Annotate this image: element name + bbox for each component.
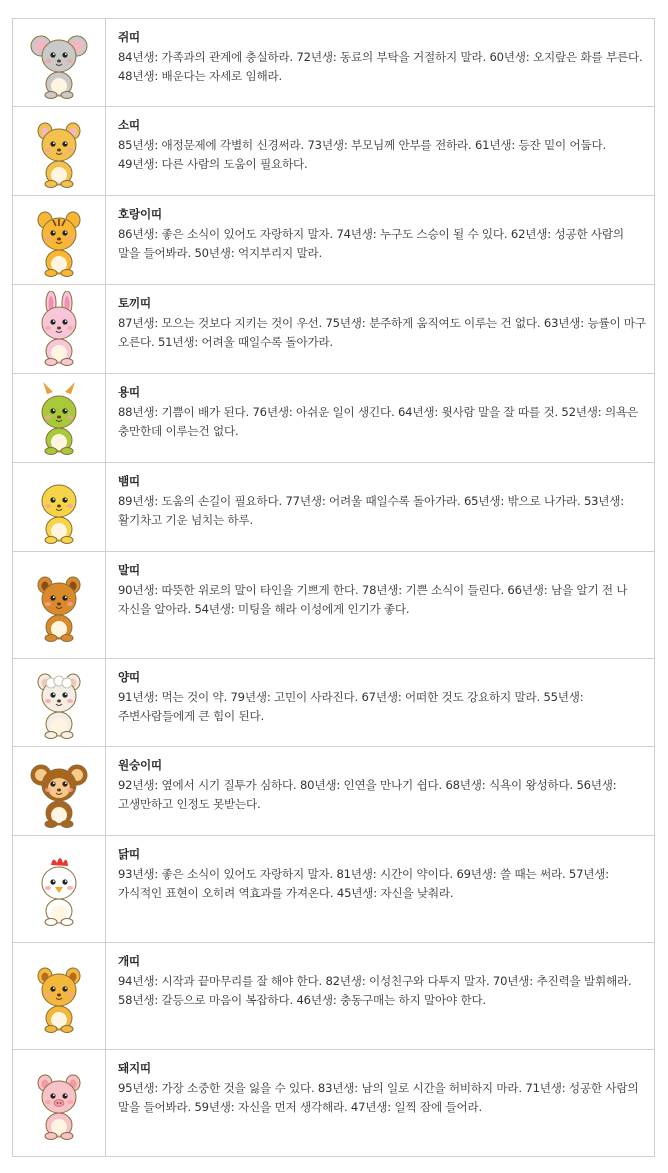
zodiac-icon-cell (13, 19, 106, 107)
zodiac-icon-cell (13, 659, 106, 747)
zodiac-fortune-table-wrapper (12, 18, 655, 1157)
zodiac-icon-cell (13, 196, 106, 285)
zodiac-row (13, 836, 655, 943)
rooster-icon (23, 851, 95, 927)
zodiac-text-cell (106, 552, 655, 659)
zodiac-text-cell (106, 374, 655, 463)
zodiac-fortune-text: 94년생: 시작과 끝마무리를 잘 해야 한다. 82년생: 이성친구와 다투지 말자. 70년생: 추진력을 발휘해라. 58년생: 갈등으로 마음이 복잡하다. 46년생: 충동구매는 하지 말아야 한다. (118, 973, 632, 1007)
zodiac-icon-cell (13, 943, 106, 1050)
dragon-icon (23, 380, 95, 456)
zodiac-name: 돼지띠 (118, 1061, 151, 1075)
zodiac-icon-cell (13, 463, 106, 552)
zodiac-row (13, 552, 655, 659)
zodiac-icon-cell (13, 552, 106, 659)
tiger-icon (23, 202, 95, 278)
zodiac-row (13, 747, 655, 836)
zodiac-text-cell (106, 747, 655, 836)
dog-icon (23, 958, 95, 1034)
horse-icon (23, 567, 95, 643)
zodiac-fortune-text: 89년생: 도움의 손길이 필요하다. 77년생: 어려울 때일수록 돌아가라. 65년생: 밖으로 나가라. 53년생: 활기차고 기운 넘치는 하루. (118, 493, 625, 527)
zodiac-fortune-text: 91년생: 먹는 것이 약. 79년생: 고민이 사라진다. 67년생: 어떠한 것도 강요하지 말라. 55년생: 주변사람들에게 큰 힘이 된다. (118, 689, 584, 723)
ox-icon (23, 113, 95, 189)
zodiac-icon-cell (13, 374, 106, 463)
zodiac-name: 쥐띠 (118, 30, 140, 44)
zodiac-text-cell (106, 659, 655, 747)
zodiac-row (13, 1050, 655, 1157)
zodiac-row (13, 285, 655, 374)
zodiac-fortune-text: 87년생: 모으는 것보다 지키는 것이 우선. 75년생: 분주하게 움직여도 이루는 건 없다. 63년생: 능률이 마구 오른다. 51년생: 어려울 때일수록 돌아가라. (118, 315, 646, 349)
zodiac-text-cell (106, 196, 655, 285)
zodiac-row (13, 19, 655, 107)
zodiac-fortune-text: 90년생: 따뜻한 위로의 말이 타인을 기쁘게 한다. 78년생: 기쁜 소식이 들린다. 66년생: 남을 알기 전 나 자신을 알아라. 54년생: 미팅을 해라 이성에게 인기가 좋다. (118, 582, 628, 616)
zodiac-text-cell (106, 836, 655, 943)
zodiac-name: 호랑이띠 (118, 207, 162, 221)
zodiac-icon-cell (13, 747, 106, 836)
zodiac-fortune-text: 95년생: 가장 소중한 것을 잃을 수 있다. 83년생: 남의 일로 시간을 허비하지 마라. 71년생: 성공한 사람의 말을 들어봐라. 59년생: 자신을 먼저 생각해라. 47년생: 일찍 잠에 들어라. (118, 1080, 639, 1114)
zodiac-row (13, 463, 655, 552)
zodiac-name: 용띠 (118, 385, 140, 399)
zodiac-text-cell (106, 107, 655, 196)
zodiac-text-cell (106, 285, 655, 374)
zodiac-fortune-text: 92년생: 옆에서 시기 질투가 심하다. 80년생: 인연을 만나기 쉽다. 68년생: 식욕이 왕성하다. 56년생: 고생만하고 인정도 못받는다. (118, 777, 617, 811)
pig-icon (23, 1065, 95, 1141)
zodiac-fortune-text: 93년생: 좋은 소식이 있어도 자랑하지 말자. 81년생: 시간이 약이다. 69년생: 쓸 때는 써라. 57년생: 가식적인 표현이 오히려 역효과를 가져온다. 45년생: 자신을 낮춰라. (118, 866, 609, 900)
zodiac-row (13, 943, 655, 1050)
zodiac-name: 뱀띠 (118, 474, 140, 488)
zodiac-icon-cell (13, 285, 106, 374)
zodiac-row (13, 107, 655, 196)
sheep-icon (23, 664, 95, 740)
zodiac-icon-cell (13, 107, 106, 196)
snake-icon (23, 469, 95, 545)
zodiac-fortune-text: 84년생: 가족과의 관계에 충실하라. 72년생: 동료의 부탁을 거절하지 말라. 60년생: 오지랖은 화를 부른다. 48년생: 배운다는 자세로 임해라. (118, 49, 643, 83)
zodiac-fortune-table (12, 18, 655, 1157)
zodiac-fortune-text: 86년생: 좋은 소식이 있어도 자랑하지 말자. 74년생: 누구도 스승이 될 수 있다. 62년생: 성공한 사람의 말을 들어봐라. 50년생: 억지부리지 말라. (118, 226, 624, 260)
rabbit-icon (23, 291, 95, 367)
zodiac-fortune-text: 85년생: 애정문제에 각별히 신경써라. 73년생: 부모님께 안부를 전하라. 61년생: 등잔 밑이 어둡다. 49년생: 다른 사람의 도움이 필요하다. (118, 137, 606, 171)
zodiac-row (13, 374, 655, 463)
zodiac-name: 개띠 (118, 954, 140, 968)
zodiac-icon-cell (13, 836, 106, 943)
zodiac-name: 원숭이띠 (118, 758, 162, 772)
zodiac-name: 양띠 (118, 670, 140, 684)
rat-icon (23, 24, 95, 100)
monkey-icon (23, 753, 95, 829)
zodiac-name: 토끼띠 (118, 296, 151, 310)
zodiac-fortune-text: 88년생: 기쁨이 배가 된다. 76년생: 아쉬운 일이 생긴다. 64년생: 윗사람 말을 잘 따를 것. 52년생: 의욕은 충만한데 이루는건 없다. (118, 404, 638, 438)
zodiac-row (13, 659, 655, 747)
zodiac-name: 말띠 (118, 563, 140, 577)
zodiac-name: 소띠 (118, 118, 140, 132)
zodiac-text-cell (106, 943, 655, 1050)
zodiac-text-cell (106, 19, 655, 107)
zodiac-text-cell (106, 463, 655, 552)
zodiac-text-cell (106, 1050, 655, 1157)
zodiac-rows (13, 19, 655, 1157)
zodiac-row (13, 196, 655, 285)
zodiac-name: 닭띠 (118, 847, 140, 861)
zodiac-icon-cell (13, 1050, 106, 1157)
